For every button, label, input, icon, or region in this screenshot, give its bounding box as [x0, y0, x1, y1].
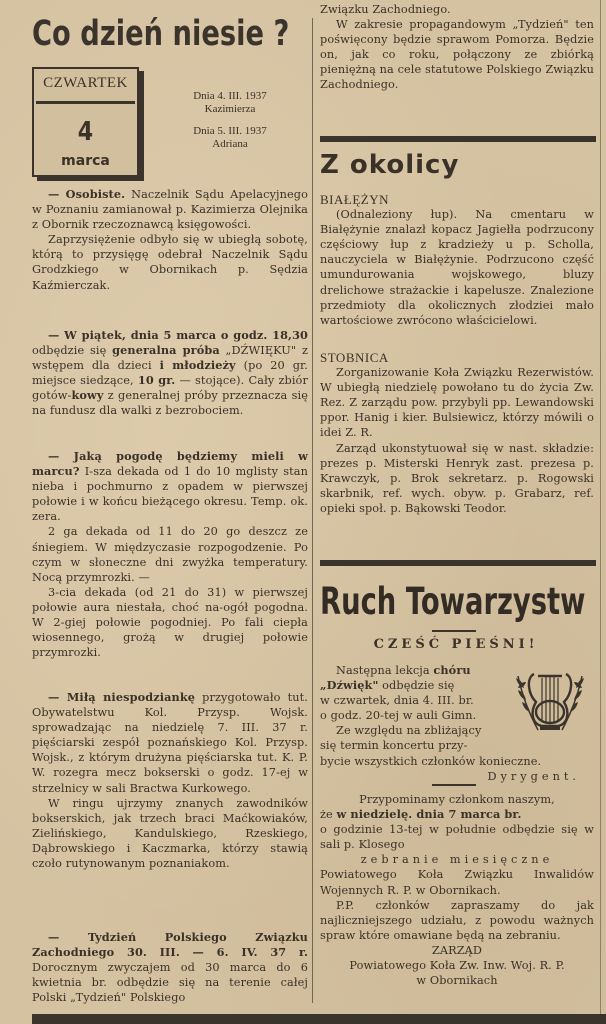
article-lead: — Jaką pogodę będziemy mieli w marcu? [32, 449, 308, 479]
notice-text: się termin koncertu przy- [320, 739, 468, 753]
notice-text: Następna lekcja [336, 664, 434, 677]
nameday-date: Dnia 4. III. 1937 [193, 90, 267, 102]
article-text: Naczelnik Sądu Apelacyjnego w Poznaniu zamianował p. Kazimierza Olejnika z Obornik rzeczoznawcą księgowości. [32, 188, 308, 232]
notice-bold: w niedzielę. dnia 7 marca br. [336, 807, 522, 822]
article-text: Związku Zachodniego. [320, 3, 451, 16]
notice-text: o godz. 20-tej w auli Gimn. [320, 709, 477, 723]
article-lead: — Miłą niespodziankę [48, 690, 196, 704]
page-edge-rule [600, 0, 601, 1024]
article-text: — stojące). Cały zbiór gotów- [32, 374, 308, 403]
notice-text: P.P. członków zapraszamy do jak najliczniejszego udziału, z powodu ważnych spraw które omawiane będą na zebraniu. [320, 898, 594, 942]
article-lead: — Osobiste. [48, 187, 126, 201]
lyre-with-laurel-icon [512, 664, 588, 736]
article-lead: — W piątek, dnia 5 marca o godz. 18,30 [48, 328, 308, 342]
notice-text: Przypominamy członkom naszym, [359, 793, 555, 806]
article-text: odbędzie się [32, 344, 113, 358]
place-name: STOBNICA [320, 350, 389, 365]
notice-signature: ZARZĄD [431, 943, 483, 957]
article-text: I-sza dekada od 1 do 10 mglisty stan nieba i pochmurno z opadem w pierwszej połowie i w końcu bieżącego okresu. Temp. ok. zera. [32, 465, 308, 524]
notice-text: bycie wszystkich członków konieczne. [320, 754, 542, 768]
article-tydzien [32, 930, 308, 1005]
article-niespodzianka [32, 690, 308, 871]
notice-title: CZEŚĆ PIEŚNI! [373, 637, 539, 652]
notice-text: że [320, 808, 337, 822]
calendar-box [32, 67, 139, 177]
article-pogoda [32, 449, 308, 660]
article-text: Zorganizowanie Koła Związku Rezerwistów. W ubiegłą niedzielę powołano tu do życia Zw. Rez. Z zarządu pow. przybyli pp. Lewandowski ppor. Hanig i kier. Bulsiewicz, którzy mówili o idei Z. R. [320, 366, 594, 440]
notice-signature: w Obornikach [416, 974, 498, 988]
article-text: przygotowało tut. Obywatelstwu Kol. Przysp. Wojsk. sprowadzając na niedzielę 7. III. 37 r. pięściarski zespół poznańskiego Kol. Przysp. Wojsk., z którym drużyna pięściarska tut. K. P. W. rozegra mecz bokserski o godz. 17-ej w strzelnicy w sali Bractwa Kurkowego. [32, 691, 308, 795]
article-text: W zakresie propagandowym „Tydzień" ten poświęcony będzie sprawom Pomorza. Będzie on, jak co roku, połączony ze zbiórką pieniężną na cele statutowe Polskiego Związku Zachodniego. [320, 18, 594, 92]
article-text: z generalnej próby przeznacza się na fundusz dla walki z bezrobociem. [32, 389, 308, 418]
notice-text: zebranie miesięczne [360, 853, 554, 867]
notice-inwalidzi [320, 792, 594, 988]
article-bold: i młodzieży [159, 358, 236, 373]
article-text: (po 20 gr. miejsce siedzące, [32, 359, 308, 388]
notice-bold: „Dźwięk" [320, 678, 379, 693]
article-tydzien-continued [320, 2, 594, 93]
notice-text: w czwartek, dnia 4. III. br. [320, 694, 474, 708]
article-bold: kowy [71, 388, 104, 403]
article-text: Zarząd ukonstytuował się w nast. składzie: prezes p. Misterski Henryk zast. prezesa p. Krawczyk, p. Brok sekretarz. p. Rogowski skarbnik, ref. wych. obyw. p. Grabarz, ref. opieki społ. p. Bąkowski Teodor. [320, 441, 594, 515]
section-headline: Co dzień niesie ? [32, 14, 290, 54]
bottom-rule [32, 1014, 606, 1024]
article-proba [32, 328, 308, 419]
article-osobiste [32, 187, 308, 293]
article-stobnica [320, 350, 594, 516]
section-rule [320, 136, 596, 142]
article-text: W ringu ujrzymy znanych zawodników bokserskich, jak trzech braci Maćkowiaków, Zielińskiego, Kandulskiego, Rzeskiego, Dąbrowskiego i Kaczmarka, którzy stawią czoło rutynowanym poznaniakom. [32, 796, 308, 871]
article-text: (Odnaleziony łup). Na cmentaru w Białężynie znalazł kopacz Jagiełła podrzucony częściowy łup z kradzieży u p. Scholla, nauczyciela w Białężynie. Podrzucono część umundurowania wojskowego, bluzy drelichowe strażackie i kapelusze. Znalezione przedmioty dla okolicznych złodziei mało wartościowe zwrócono właścicielowi. [320, 208, 594, 327]
place-name: BIAŁĘŻYN [320, 192, 389, 207]
article-text: „DŹWIĘKU" z wstępem dla dzieci [32, 344, 309, 373]
short-rule [432, 784, 476, 786]
calendar-month: marca [61, 153, 110, 169]
article-text: 2 ga dekada od 11 do 20 go deszcz ze śniegiem. W międzyczasie rozpogodzenie. Po czym w słoneczne dni zwyżka temperatury. Nocą przymrozki. — [32, 525, 308, 584]
short-rule [432, 630, 476, 632]
column-divider [312, 18, 313, 1003]
article-text: Dorocznym zwyczajem od 30 marca do 6 kwietnia br. odbędzie się na terenie całej Polski „Tydzień" Polskiego [32, 961, 308, 1005]
article-bialezyn [320, 192, 594, 328]
article-lead: — Tydzień Polskiego Związku Zachodniego 30. III. — 6. IV. 37 r. [32, 930, 308, 960]
article-text: 3-cia dekada (od 21 do 31) w pierwszej połowie aura niestała, choć na-ogół pogodna. W 2-giej połowie pogodniej. Po fali ciepła wiosennego, grożą w drugiej połowie przymrozki. [32, 585, 308, 660]
nameday-name: Kazimierza [204, 103, 256, 115]
calendar-weekday: CZWARTEK [43, 75, 128, 91]
calendar-day-number: 4 [77, 117, 94, 147]
notice-signature: Dyrygent. [487, 769, 580, 783]
notice-text: odbędzie się [378, 679, 455, 693]
notice-bold: chóru [433, 663, 471, 677]
article-text: Zaprzysiężenie odbyło się w ubiegłą sobotę, którą to przysięgę odebrał Naczelnik Sądu Grodzkiego w Obornikach p. Sędzia Kaźmierczak. [32, 233, 308, 292]
article-bold: 10 gr. [137, 373, 176, 388]
section-title-okolicy: Z okolicy [320, 150, 460, 180]
notice-text: Ze względu na zbliżający [336, 724, 482, 738]
notice-text: o godzinie 13-tej w południe odbędzie się w sali p. Klosego [320, 823, 594, 852]
namedays [170, 90, 290, 151]
section-title-ruch: Ruch Towarzystw [320, 580, 586, 623]
nameday-date: Dnia 5. III. 1937 [193, 125, 267, 137]
notice-signature: Powiatowego Koła Zw. Inw. Woj. R. P. [349, 959, 565, 973]
section-rule [320, 560, 596, 566]
notice-text: Powiatowego Koła Związku Inwalidów Wojennych R. P. w Obornikach. [320, 868, 594, 897]
calendar-rule [36, 101, 135, 104]
article-bold: generalna próba [112, 343, 220, 358]
nameday-name: Adriana [212, 138, 248, 150]
